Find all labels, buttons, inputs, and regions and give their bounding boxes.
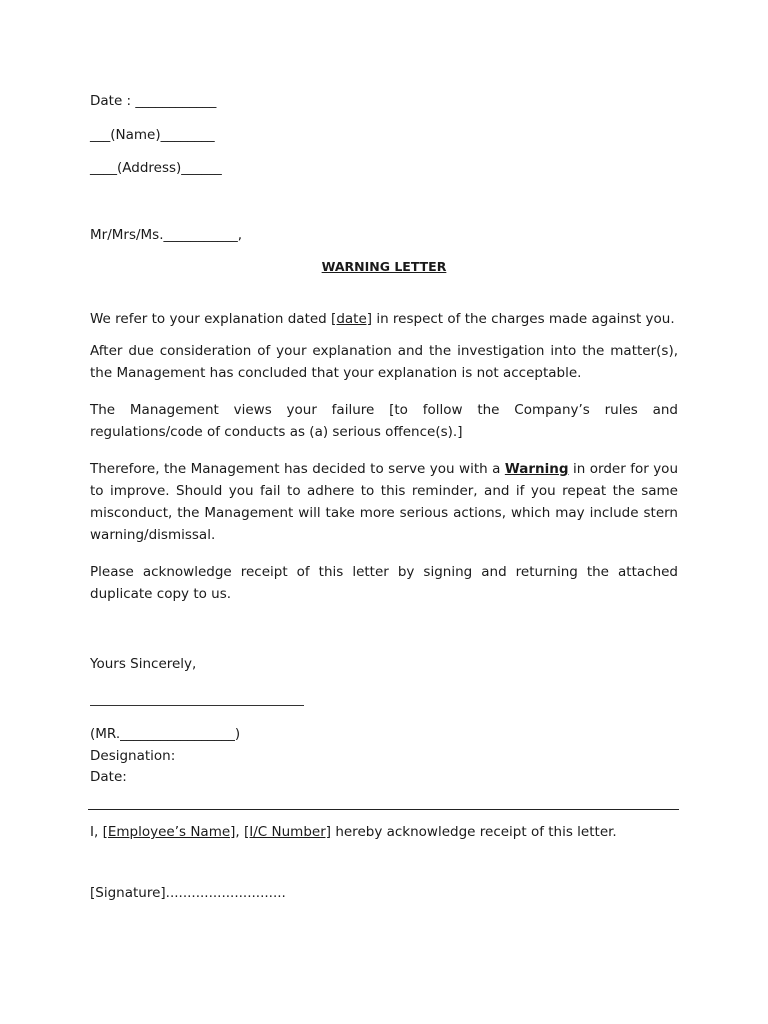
letter-title: WARNING LETTER	[321, 259, 447, 274]
signature-field: [Signature]............................	[90, 885, 286, 901]
tear-off-divider	[88, 809, 679, 810]
address-field: ____(Address)______	[90, 160, 222, 176]
ack-text: hereby acknowledge receipt of this letter.	[331, 824, 617, 840]
paragraph-consideration: After due consideration of your explanation and the investigation into the matter(s), the Management has concluded that your explanation is not acceptable.	[90, 343, 678, 381]
paragraph-text: in order for you to improve. Should you fail to adhere to this reminder, and if you repeat the same misconduct, the Management will take more serious actions, which may include stern warning/dismissal.	[90, 461, 679, 543]
closing-yours-sincerely: Yours Sincerely,	[90, 656, 197, 672]
paragraph-explanation	[90, 308, 678, 330]
date-field: Date : ____________	[90, 93, 217, 109]
paragraph-warning	[90, 458, 678, 546]
ack-text: ,	[235, 824, 245, 840]
warning-emphasis: Warning	[504, 461, 569, 477]
salutation: Mr/Mrs/Ms.___________,	[90, 227, 243, 243]
designation-label: Designation:	[90, 748, 176, 764]
paragraph-failure: The Management views your failure [to follow the Company’s rules and regulations/code of conducts as (a) serious offence(s).]	[90, 402, 678, 440]
ack-text: I,	[90, 824, 103, 840]
date-placeholder: [date]	[331, 311, 373, 327]
closing-date-label: Date:	[90, 769, 127, 785]
signature-line	[90, 705, 304, 706]
employee-name-placeholder: [Employee’s Name]	[102, 824, 236, 840]
paragraph-text: Therefore, the Management has decided to serve you with a	[90, 461, 505, 477]
signatory-name: (MR._________________)	[90, 726, 241, 742]
name-field: ___(Name)________	[90, 127, 215, 143]
ic-number-placeholder: [I/C Number]	[244, 824, 332, 840]
paragraph-text: in respect of the charges made against you.	[372, 311, 675, 327]
paragraph-text: We refer to your explanation dated	[90, 311, 332, 327]
acknowledgement-line	[90, 824, 617, 840]
paragraph-acknowledge-request: Please acknowledge receipt of this letter by signing and returning the attached duplicate copy to us.	[90, 564, 678, 602]
